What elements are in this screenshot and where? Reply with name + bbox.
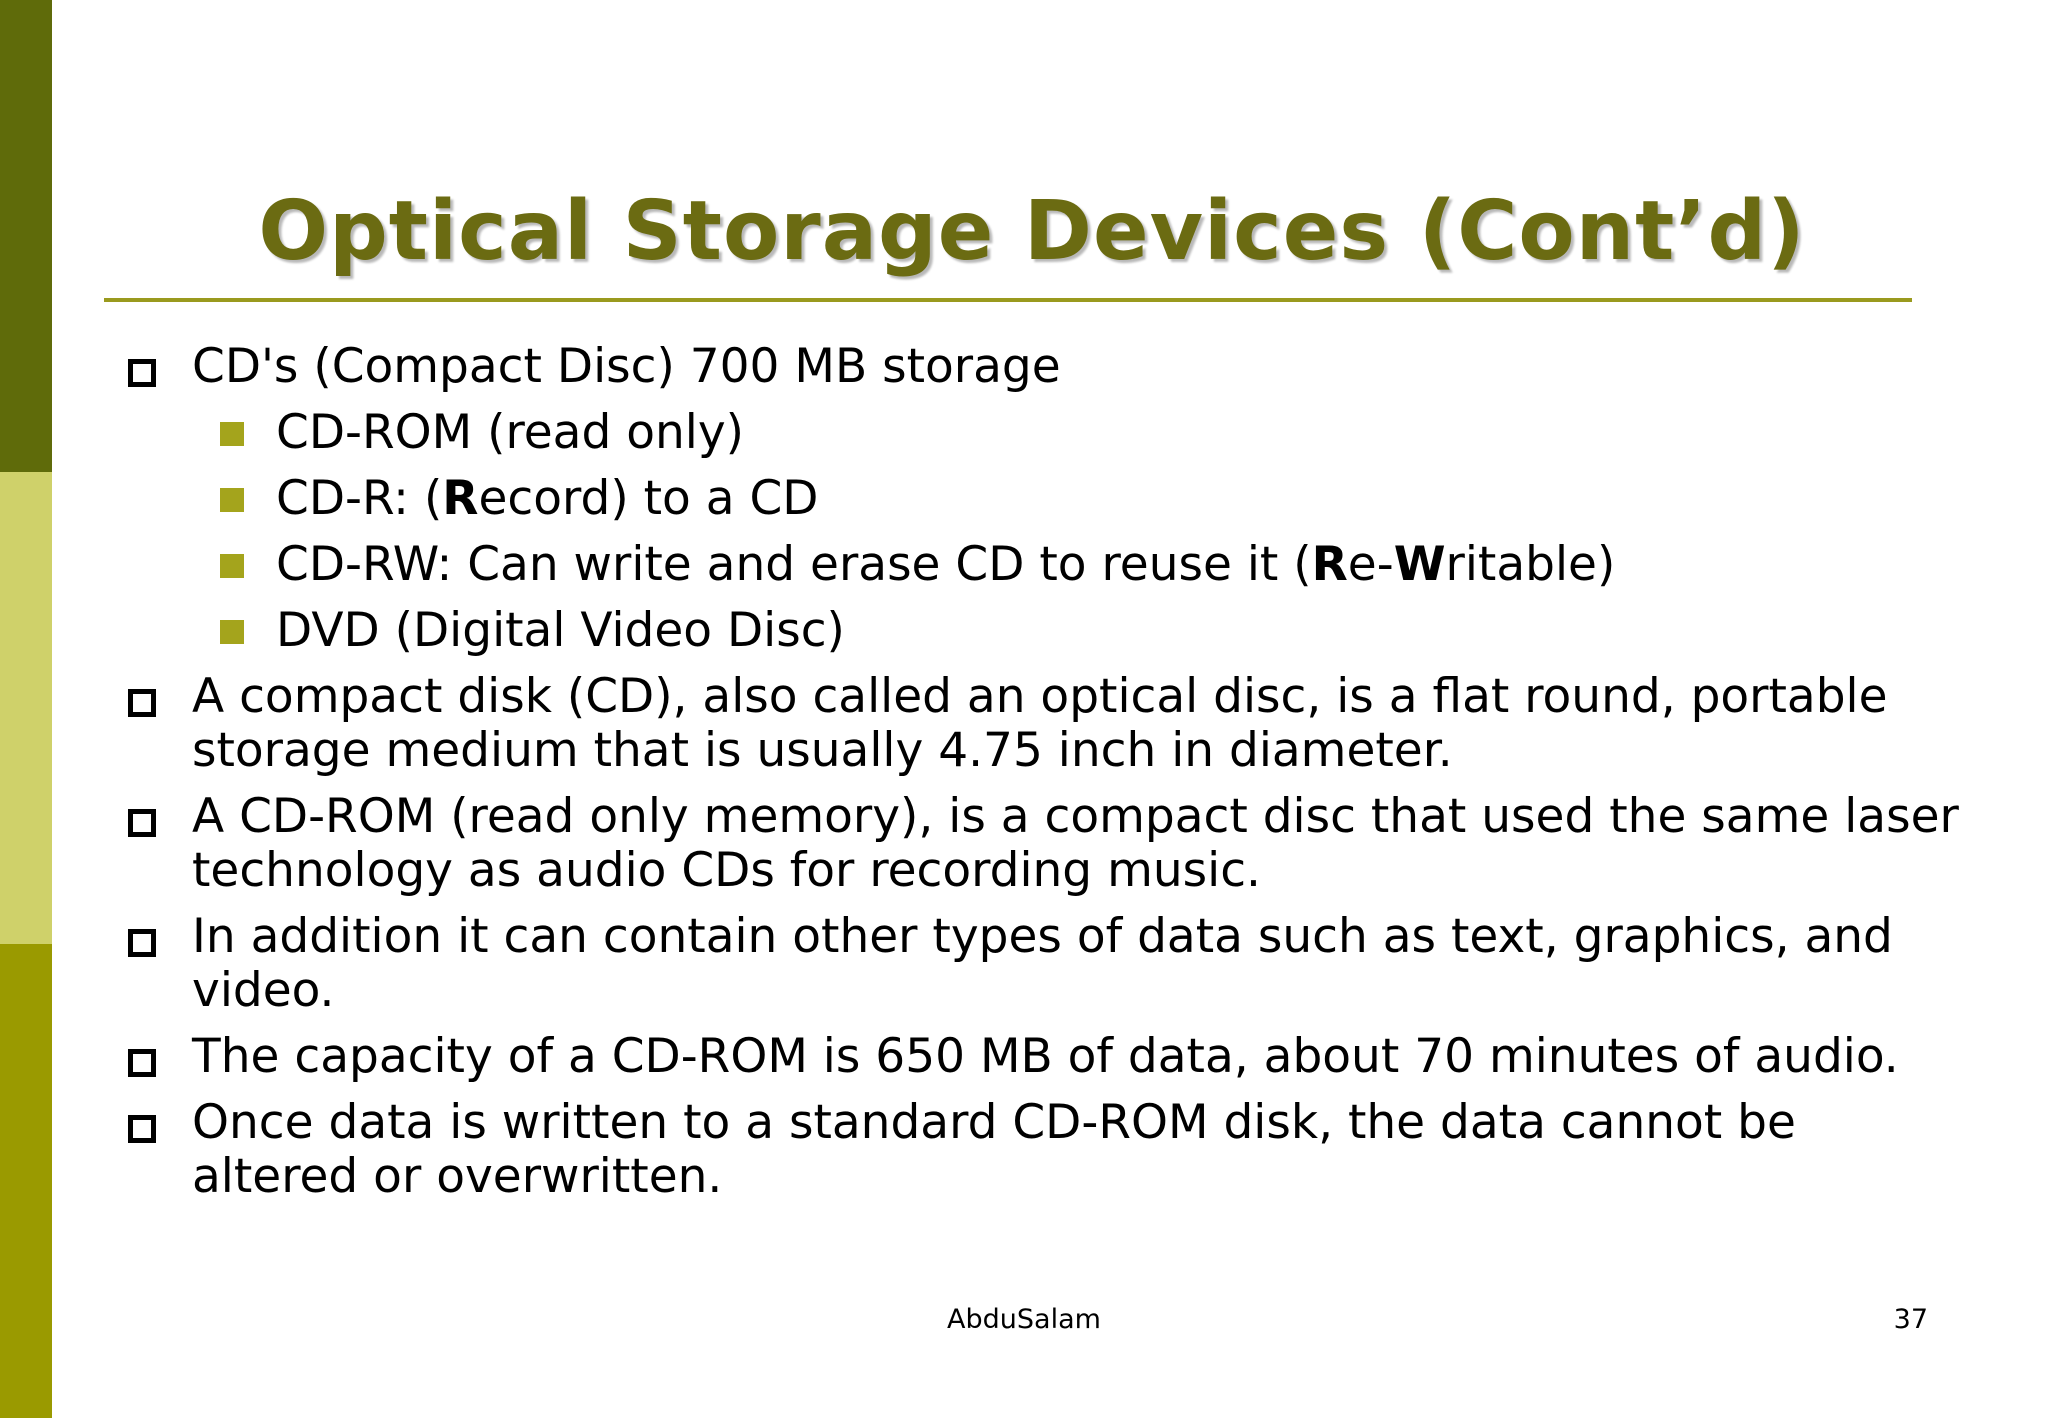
- page-number: 37: [1893, 1304, 1928, 1335]
- square-bullet-icon: [128, 1115, 156, 1143]
- square-bullet-icon: [128, 809, 156, 837]
- square-bullet-icon: [128, 359, 156, 387]
- sub-bullet-item: [276, 472, 1956, 526]
- sub-bullet-text: CD-R: (: [276, 471, 443, 526]
- slide-title: Optical Storage Devices (Cont’d): [258, 184, 1806, 279]
- emphasis-letter: R: [1311, 537, 1348, 592]
- filled-square-bullet-icon: [220, 422, 244, 446]
- sub-bullet-text: CD-RW: Can write and erase CD to reuse it (: [276, 537, 1312, 592]
- square-bullet-icon: [128, 689, 156, 717]
- sub-bullet-item: DVD (Digital Video Disc): [276, 603, 845, 658]
- bullet-item: A compact disk (CD), also called an optical disc, is a flat round, portable storage medium that is usually 4.75 inch in diameter.: [192, 669, 1888, 778]
- square-bullet-icon: [128, 1049, 156, 1077]
- footer-author: AbduSalam: [947, 1304, 1101, 1335]
- bullet-item: A CD-ROM (read only memory), is a compact disc that used the same laser technology as audio CDs for recording music.: [192, 789, 1959, 898]
- emphasis-letter: W: [1393, 537, 1446, 592]
- bullet-item: Once data is written to a standard CD-ROM disk, the data cannot be altered or overwritten.: [192, 1095, 1796, 1204]
- sub-bullet-item: CD-ROM (read only): [276, 405, 744, 460]
- filled-square-bullet-icon: [220, 554, 244, 578]
- sub-bullet-item: [276, 538, 1956, 592]
- sub-bullet-text: ecord) to a CD: [478, 471, 819, 526]
- sub-bullet-text: ritable): [1445, 537, 1616, 592]
- filled-square-bullet-icon: [220, 488, 244, 512]
- emphasis-letter: R: [442, 471, 479, 526]
- sub-bullet-text: e-: [1347, 537, 1394, 592]
- square-bullet-icon: [128, 929, 156, 957]
- bullet-item: The capacity of a CD-ROM is 650 MB of data, about 70 minutes of audio.: [192, 1029, 1899, 1084]
- filled-square-bullet-icon: [220, 620, 244, 644]
- bullet-item: In addition it can contain other types of data such as text, graphics, and video.: [192, 909, 1893, 1018]
- bullet-item: CD's (Compact Disc) 700 MB storage: [192, 339, 1061, 394]
